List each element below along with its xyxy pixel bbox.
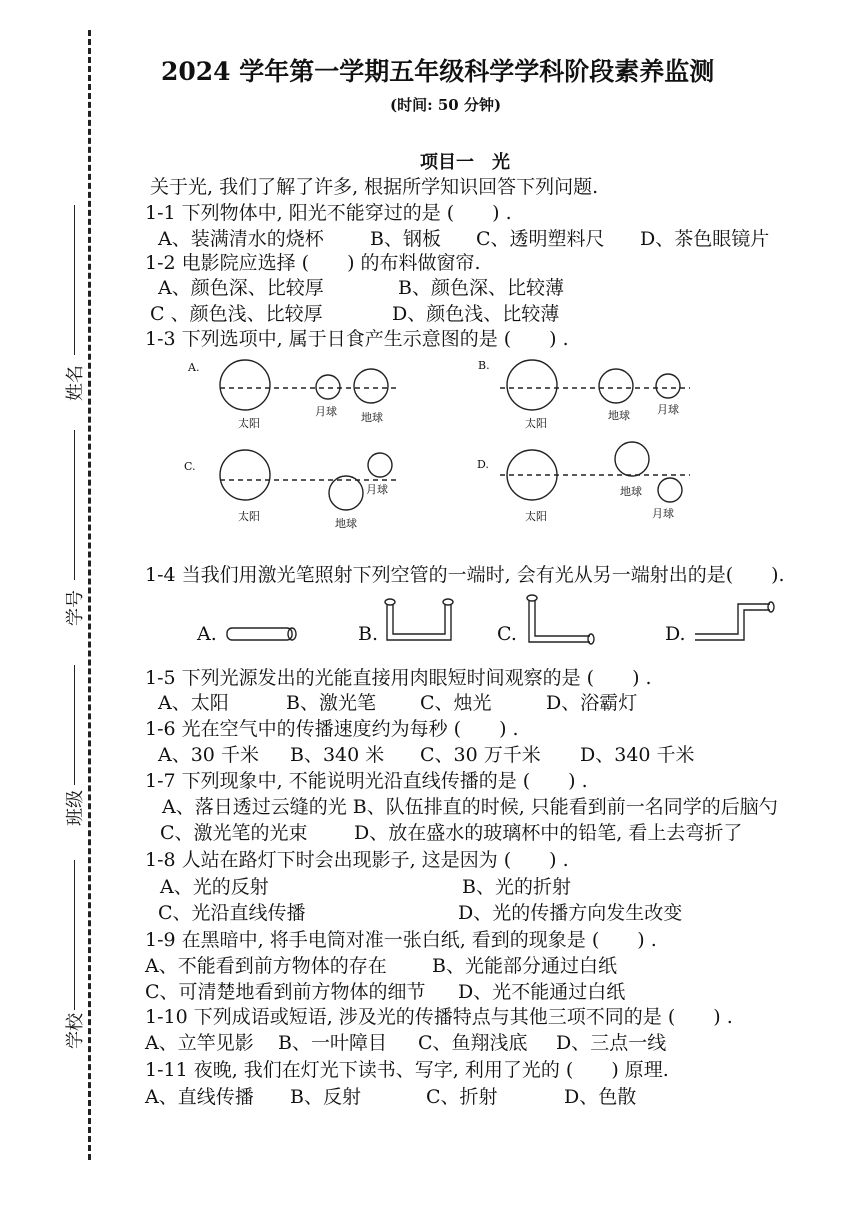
q1-5-option-c: C、烛光 (420, 692, 492, 714)
tube-label-a: A. (197, 623, 217, 645)
section-intro: 关于光, 我们了解了许多, 根据所学知识回答下列问题. (150, 176, 599, 198)
q1-11-stem: 1-11 夜晚, 我们在灯光下读书、写字, 利用了光的 ( ) 原理. (145, 1059, 669, 1081)
q1-11-option-c: C、折射 (426, 1086, 498, 1108)
q1-2-option-d: D、颜色浅、比较薄 (392, 303, 560, 325)
q1-10-option-a: A、立竿见影 (145, 1032, 254, 1054)
q1-9-option-c: C、可清楚地看到前方物体的细节 (145, 981, 426, 1003)
sun-b (507, 360, 557, 410)
q1-7-option-c: C、激光笔的光束 (160, 822, 308, 844)
q1-1-option-a: A、装满清水的烧杯 (158, 228, 324, 250)
q1-11-option-a: A、直线传播 (145, 1086, 254, 1108)
moon-label-d: 月球 (652, 507, 674, 520)
moon-a (316, 375, 340, 399)
q1-4-stem: 1-4 当我们用激光笔照射下列空管的一端时, 会有光从另一端射出的是( ). (145, 564, 785, 586)
earth-label-d: 地球 (620, 485, 642, 498)
tube-label-b: B. (358, 623, 379, 645)
q1-5-stem: 1-5 下列光源发出的光能直接用肉眼短时间观察的是 ( ) . (145, 667, 652, 689)
q1-3-stem: 1-3 下列选项中, 属于日食产生示意图的是 ( ) . (145, 328, 569, 350)
q1-1-option-d: D、茶色眼镜片 (640, 228, 770, 250)
moon-d (658, 478, 682, 502)
q1-9-stem: 1-9 在黑暗中, 将手电筒对准一张白纸, 看到的现象是 ( ) . (145, 929, 657, 951)
q1-5-option-d: D、浴霸灯 (546, 692, 638, 714)
earth-label-b: 地球 (608, 409, 630, 422)
q1-10-stem: 1-10 下列成语或短语, 涉及光的传播特点与其他三项不同的是 ( ) . (145, 1006, 733, 1028)
earth-label-c: 地球 (335, 517, 357, 530)
q1-7-stem: 1-7 下列现象中, 不能说明光沿直线传播的是 ( ) . (145, 770, 588, 792)
q1-6-stem: 1-6 光在空气中的传播速度约为每秒 ( ) . (145, 718, 519, 740)
sun-label-a: 太阳 (238, 417, 260, 430)
side-name-label: 姓名 (65, 365, 86, 401)
page-title: 2024 学年第一学期五年级科学学科阶段素养监测 (161, 57, 715, 86)
school-blank (74, 860, 75, 1010)
tube-diagram (195, 590, 785, 650)
earth-a (354, 369, 388, 403)
moon-label-b: 月球 (657, 403, 679, 416)
name-blank (74, 205, 75, 355)
eclipse-label-b: B. (478, 359, 490, 372)
earth-label-a: 地球 (361, 411, 383, 424)
sun-a (220, 360, 270, 410)
earth-b (599, 369, 633, 403)
q1-7-option-d: D、放在盛水的玻璃杯中的铅笔, 看上去弯折了 (354, 822, 743, 844)
q1-7-option-ab: A、落日透过云缝的光 B、队伍排直的时候, 只能看到前一名同学的后脑勺 (162, 796, 778, 818)
moon-label-a: 月球 (315, 405, 337, 418)
q1-11-option-d: D、色散 (564, 1086, 637, 1108)
q1-6-option-c: C、30 万千米 (420, 744, 541, 766)
q1-2-option-a: A、颜色深、比较厚 (158, 277, 324, 299)
q1-8-option-d: D、光的传播方向发生改变 (458, 902, 683, 924)
moon-c (368, 453, 392, 477)
moon-b (656, 374, 680, 398)
q1-6-option-b: B、340 米 (290, 744, 385, 766)
q1-1-option-b: B、钢板 (370, 228, 441, 250)
q1-8-option-b: B、光的折射 (462, 876, 571, 898)
q1-6-option-a: A、30 千米 (158, 744, 259, 766)
binding-dash-line (88, 30, 91, 1160)
q1-10-option-b: B、一叶障目 (278, 1032, 387, 1054)
eclipse-label-c: C. (184, 460, 196, 473)
sun-label-b: 太阳 (525, 417, 547, 430)
earth-d (615, 442, 649, 476)
q1-5-option-a: A、太阳 (158, 692, 229, 714)
q1-6-option-d: D、340 千米 (580, 744, 695, 766)
q1-11-option-b: B、反射 (290, 1086, 361, 1108)
time-limit: (时间: 50 分钟) (390, 96, 502, 114)
side-number-label: 学号 (65, 590, 86, 626)
q1-2-option-c: C 、颜色浅、比较厚 (150, 303, 323, 325)
eclipse-diagram (180, 355, 679, 530)
q1-8-stem: 1-8 人站在路灯下时会出现影子, 这是因为 ( ) . (145, 849, 569, 871)
sun-label-d: 太阳 (525, 510, 547, 523)
moon-label-c: 月球 (366, 483, 388, 496)
q1-8-option-c: C、光沿直线传播 (158, 902, 306, 924)
q1-9-option-a: A、不能看到前方物体的存在 (145, 955, 387, 977)
eclipse-label-d: D. (477, 458, 489, 471)
q1-5-option-b: B、激光笔 (286, 692, 376, 714)
tube-label-c: C. (497, 623, 517, 645)
q1-9-option-d: D、光不能通过白纸 (458, 981, 626, 1003)
q1-9-option-b: B、光能部分通过白纸 (432, 955, 617, 977)
number-blank (74, 430, 75, 580)
q1-10-option-d: D、三点一线 (556, 1032, 667, 1054)
side-class-label: 班级 (65, 790, 86, 826)
q1-1-stem: 1-1 下列物体中, 阳光不能穿过的是 ( ) . (145, 202, 512, 224)
q1-10-option-c: C、鱼翔浅底 (418, 1032, 528, 1054)
tube-label-d: D. (665, 623, 686, 645)
q1-8-option-a: A、光的反射 (160, 876, 269, 898)
sun-label-c: 太阳 (238, 510, 260, 523)
section-title: 项目一 光 (420, 152, 510, 173)
q1-2-option-b: B、颜色深、比较薄 (398, 277, 564, 299)
side-school-label: 学校 (65, 1013, 86, 1049)
sun-c (220, 450, 270, 500)
class-blank (74, 665, 75, 785)
q1-1-option-c: C、透明塑料尺 (476, 228, 605, 250)
eclipse-label-a: A. (188, 361, 200, 374)
earth-c (329, 476, 363, 510)
q1-2-stem: 1-2 电影院应选择 ( ) 的布料做窗帘. (145, 252, 481, 274)
